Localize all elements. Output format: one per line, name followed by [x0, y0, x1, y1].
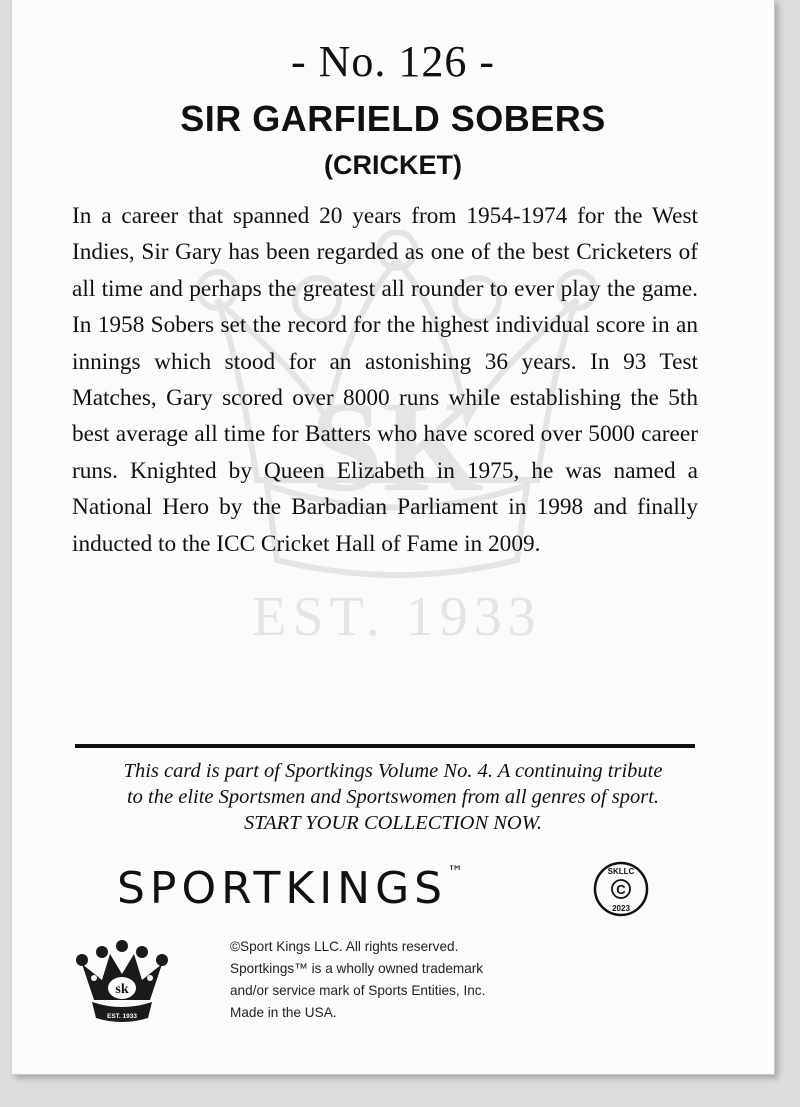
copyright-seal-icon: [592, 860, 650, 918]
legal-notice: [230, 936, 560, 1024]
player-bio: In a career that spanned 20 years from 1954-1974 for the West Indies, Sir Gary has been regarded as one of the best Cricketers of all time and perhaps the greatest all rounder to ever play the game. In 1958 Sobers set the record for the highest individual score in an innings which stood for an astonishing 36 years. In 93 Test Matches, Gary scored over 8000 runs while establishing the 5th best average all time for Batters who have scored over 5000 career runs. Knighted by Queen Elizabeth in 1975, he was named a National Hero by the Barbadian Parliament in 1998 and finally inducted to the ICC Cricket Hall of Fame in 2009.: [72, 203, 698, 557]
tribute-line-3: START YOUR COLLECTION NOW.: [243, 812, 543, 834]
sport-label: (CRICKET): [324, 150, 462, 180]
tribute-line-1: This card is part of Sportkings Volume No. 4. A continuing tribute: [123, 760, 663, 782]
wordmark-text: SPORTKINGS: [117, 863, 448, 914]
watermark-est-text: EST. 1933: [252, 586, 542, 648]
crown-logo-icon: [72, 938, 172, 1030]
svg-text:SKLLC: SKLLC: [607, 867, 635, 876]
tribute-line-2: to the elite Sportsmen and Sportswomen from all genres of sport.: [126, 786, 660, 808]
legal-line-2: Sportkings™ is a wholly owned trademark: [230, 961, 484, 976]
trading-card-back: [12, 0, 775, 1075]
crown-est-text: EST. 1933: [107, 1013, 137, 1020]
legal-line-3: and/or service mark of Sports Entities, Inc.: [230, 983, 486, 998]
divider-rule: [75, 744, 695, 748]
crown-initials: sk: [115, 982, 129, 997]
player-name: SIR GARFIELD SOBERS: [180, 98, 606, 139]
svg-text:C: C: [616, 882, 626, 897]
tribute-text: [52, 758, 734, 836]
sportkings-wordmark: [117, 862, 463, 914]
legal-line-4: Made in the USA.: [230, 1005, 337, 1020]
svg-text:2023: 2023: [612, 904, 630, 913]
legal-line-1: ©Sport Kings LLC. All rights reserved.: [230, 939, 459, 954]
watermark-initials: SK: [310, 375, 484, 519]
trademark-symbol: ™: [447, 862, 464, 881]
card-number: - No. 126 -: [290, 37, 496, 86]
